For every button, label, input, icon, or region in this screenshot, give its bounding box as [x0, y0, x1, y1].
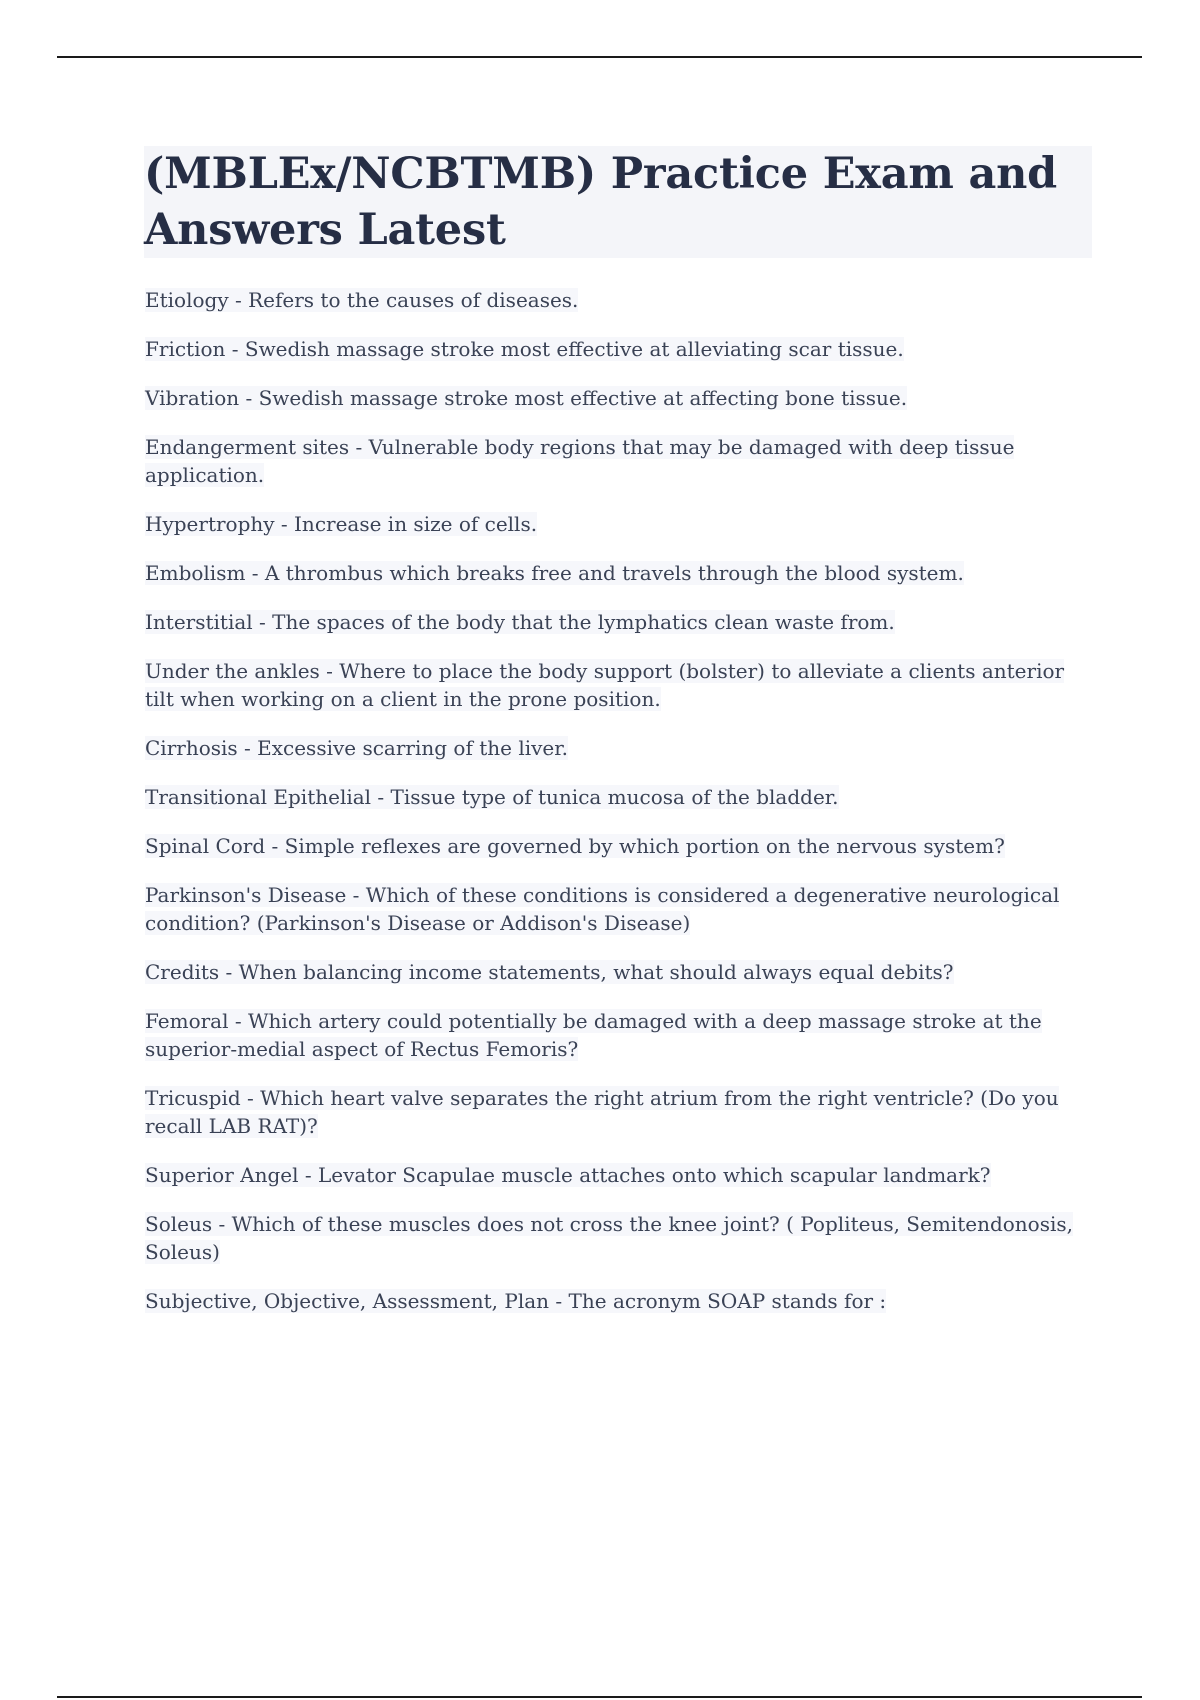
qa-text: Interstitial - The spaces of the body that the lymphatics clean waste from. — [145, 610, 895, 634]
qa-item — [145, 433, 1095, 489]
qa-text: Transitional Epithelial - Tissue type of tunica mucosa of the bladder. — [145, 785, 839, 809]
page-title: (MBLEx/NCBTMB) Practice Exam and Answers Latest — [144, 149, 1058, 255]
qa-item — [145, 1210, 1095, 1266]
qa-item — [145, 1161, 1095, 1189]
qa-text: Parkinson's Disease - Which of these conditions is considered a degenerative neurological condition? (Parkinson's Disease or Addison's Disease) — [145, 883, 1060, 935]
qa-text: Tricuspid - Which heart valve separates the right atrium from the right ventricle? (Do you recall LAB RAT)? — [145, 1086, 1059, 1138]
qa-text: Endangerment sites - Vulnerable body regions that may be damaged with deep tissue application. — [145, 435, 1015, 487]
qa-text: Credits - When balancing income statements, what should always equal debits? — [145, 960, 954, 984]
qa-text: Soleus - Which of these muscles does not cross the knee joint? ( Popliteus, Semitendonosis, Soleus) — [145, 1212, 1073, 1264]
qa-item — [145, 1084, 1095, 1140]
qa-text: Femoral - Which artery could potentially be damaged with a deep massage stroke at the superior-medial aspect of Rectus Femoris? — [145, 1009, 1042, 1061]
qa-text: Cirrhosis - Excessive scarring of the liver. — [145, 736, 568, 760]
qa-text: Friction - Swedish massage stroke most effective at alleviating scar tissue. — [145, 337, 904, 361]
qa-text: Superior Angel - Levator Scapulae muscle attaches onto which scapular landmark? — [145, 1163, 991, 1187]
qa-item — [145, 559, 1095, 587]
qa-text: Under the ankles - Where to place the body support (bolster) to alleviate a clients anterior tilt when working on a client in the prone position. — [145, 659, 1065, 711]
top-divider — [57, 56, 1142, 58]
qa-item — [145, 734, 1095, 762]
qa-item — [145, 881, 1095, 937]
qa-text: Subjective, Objective, Assessment, Plan - The acronym SOAP stands for : — [145, 1289, 887, 1313]
qa-text: Etiology - Refers to the causes of diseases. — [145, 288, 579, 312]
qa-item — [145, 608, 1095, 636]
title-block — [144, 146, 1092, 258]
qa-text: Embolism - A thrombus which breaks free and travels through the blood system. — [145, 561, 964, 585]
qa-text: Hypertrophy - Increase in size of cells. — [145, 512, 538, 536]
qa-item — [145, 510, 1095, 538]
qa-item — [145, 335, 1095, 363]
qa-item — [145, 286, 1095, 314]
qa-item — [145, 958, 1095, 986]
qa-item — [145, 832, 1095, 860]
qa-text: Vibration - Swedish massage stroke most effective at affecting bone tissue. — [145, 386, 908, 410]
qa-list — [145, 286, 1095, 1336]
qa-item — [145, 1007, 1095, 1063]
qa-item — [145, 657, 1095, 713]
bottom-divider — [57, 1696, 1142, 1698]
qa-item — [145, 783, 1095, 811]
qa-text: Spinal Cord - Simple reflexes are governed by which portion on the nervous system? — [145, 834, 1005, 858]
qa-item — [145, 384, 1095, 412]
qa-item — [145, 1287, 1095, 1315]
